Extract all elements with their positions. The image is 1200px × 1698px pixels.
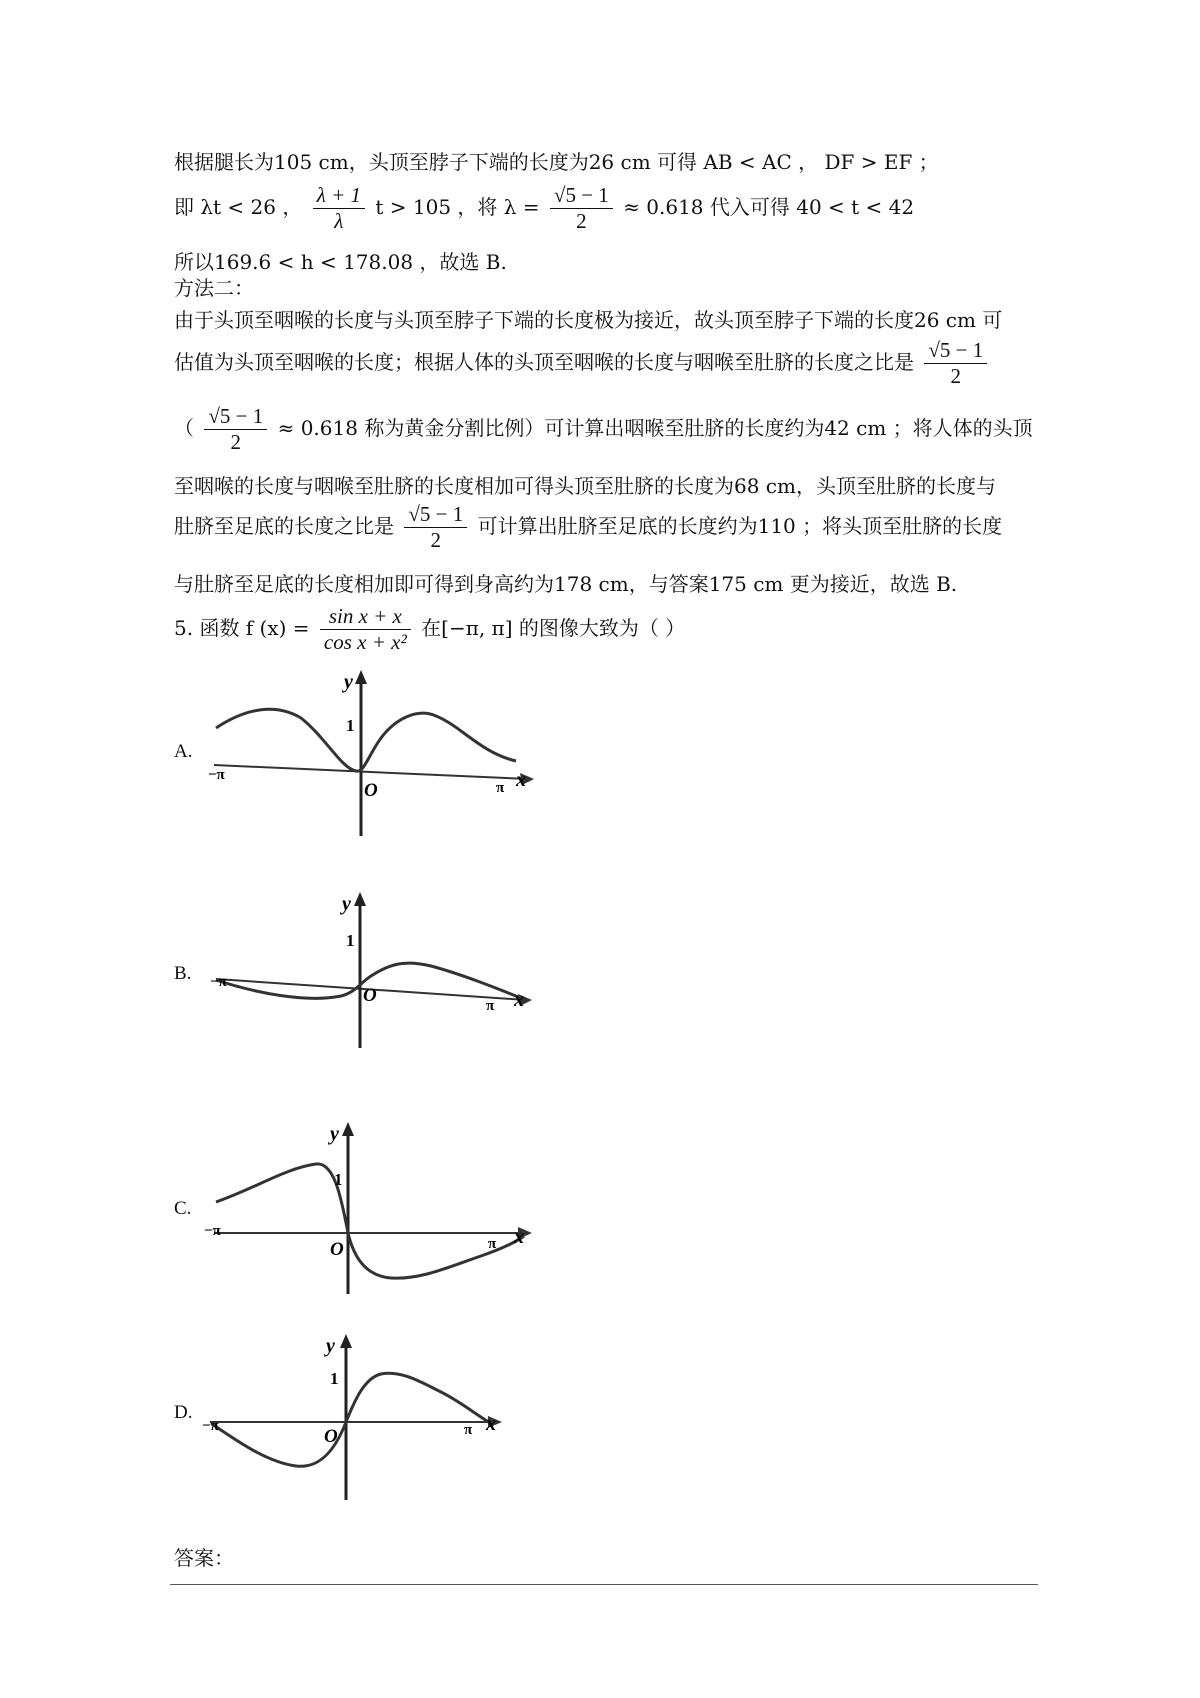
origin-label: O [363,985,377,1006]
neg-pi-label: −π [210,974,227,990]
option-b-graph [196,888,546,1058]
text-line-9b: 可计算出肚脐至足底的长度约为110 ；将头顶至肚脐的长度 [477,514,1003,538]
origin-label: O [324,1426,338,1447]
curve [216,1164,524,1278]
answer-label: 答案： [174,1546,234,1570]
option-c-label: C. [174,1198,192,1219]
y-label: y [326,1335,335,1357]
golden-fraction-2-num: √5 − 1 [924,338,987,364]
y-label: y [344,671,353,693]
text-line-9a: 肚脐至足底的长度之比是 [174,514,394,538]
function-fraction-den: cos x + x² [323,630,407,654]
function-fraction [320,604,411,655]
golden-fraction-2-den: 2 [950,364,962,388]
golden-fraction-4-num: √5 − 1 [404,502,467,528]
option-c-graph [196,1118,546,1298]
text-line-7a: （ [174,416,194,440]
one-label: 1 [334,1170,343,1189]
question-5a: 5. 函数 f (x) = [174,616,310,640]
text-line-6a: 估值为头顶至咽喉的长度；根据人体的头顶至咽喉的长度与咽喉至肚脐的长度之比是 [174,350,914,374]
text-line-7 [174,404,1033,455]
y-label: y [342,893,351,915]
lambda-fraction-num: λ + 1 [313,183,365,209]
question-5b: 在[−π, π] 的图像大致为（ ） [421,616,686,640]
text-line-10: 与肚脐至足底的长度相加即可得到身高约为178 cm，与答案175 cm 更为接近，故选 B. [174,572,958,596]
one-label: 1 [346,931,355,950]
text-line-9 [174,502,1002,553]
y-axis-arrow [354,892,366,906]
text-line-6 [174,338,991,389]
option-a-label: A. [174,741,193,762]
text-line-8: 至咽喉的长度与咽喉至肚脐的长度相加可得头顶至肚脐的长度为68 cm，头顶至肚脐的长度与 [174,474,996,498]
x-axis [214,765,528,779]
golden-fraction-2 [924,338,987,389]
one-label: 1 [330,1369,339,1388]
curve [216,709,516,771]
golden-fraction-den: 2 [576,209,587,233]
pi-label: π [488,1236,497,1252]
x-label: x [514,989,524,1011]
golden-fraction-3-num: √5 − 1 [204,404,267,430]
golden-fraction-3 [204,404,267,455]
question-5 [174,604,685,655]
origin-label: O [330,1239,344,1260]
text-line-1: 根据腿长为105 cm，头顶至脖子下端的长度为26 cm 可得 AB < AC ， DF > EF ； [174,150,939,174]
golden-fraction-4-den: 2 [430,528,442,552]
text-line-7b: ≈ 0.618 称为黄金分割比例）可计算出咽喉至肚脐的长度约为42 cm ；将人体的头顶 [277,416,1033,440]
x-label: x [516,769,526,791]
golden-fraction [550,183,613,234]
origin-label: O [364,780,378,801]
x-label: x [486,1413,496,1435]
text-line-2c: ≈ 0.618 代入可得 40 < t < 42 [623,195,915,219]
footer-divider [170,1584,1038,1585]
lambda-fraction-den: λ [334,209,344,233]
y-axis-arrow [355,670,367,684]
y-axis-arrow [342,1122,354,1136]
text-line-5: 由于头顶至咽喉的长度与头顶至脖子下端的长度极为接近，故头顶至脖子下端的长度26 cm 可 [174,308,1003,332]
option-a-graph [196,668,546,838]
pi-label: π [496,780,505,796]
pi-label: π [486,998,495,1014]
neg-pi-label: −π [202,1418,219,1434]
golden-fraction-3-den: 2 [230,430,242,454]
text-line-2 [174,183,914,234]
pi-label: π [464,1422,473,1438]
option-d-graph [196,1330,546,1505]
neg-pi-label: −π [204,1223,221,1239]
golden-fraction-num: √5 − 1 [550,183,613,209]
text-line-4: 方法二： [174,276,254,300]
option-b-label: B. [174,963,192,984]
x-label: x [514,1226,524,1248]
text-line-2a: 即 λt < 26 ， [174,195,303,219]
y-label: y [330,1123,339,1145]
curve [212,1373,492,1466]
option-d-label: D. [174,1402,193,1423]
text-line-2b: t > 105 ，将 λ = [375,195,540,219]
golden-fraction-4 [404,502,467,553]
lambda-fraction [313,183,365,234]
text-line-3: 所以169.6 < h < 178.08 ，故选 B. [174,250,507,274]
one-label: 1 [346,716,355,735]
function-fraction-num: sin x + x [320,604,411,630]
y-axis-arrow [340,1334,352,1348]
neg-pi-label: −π [208,767,225,783]
